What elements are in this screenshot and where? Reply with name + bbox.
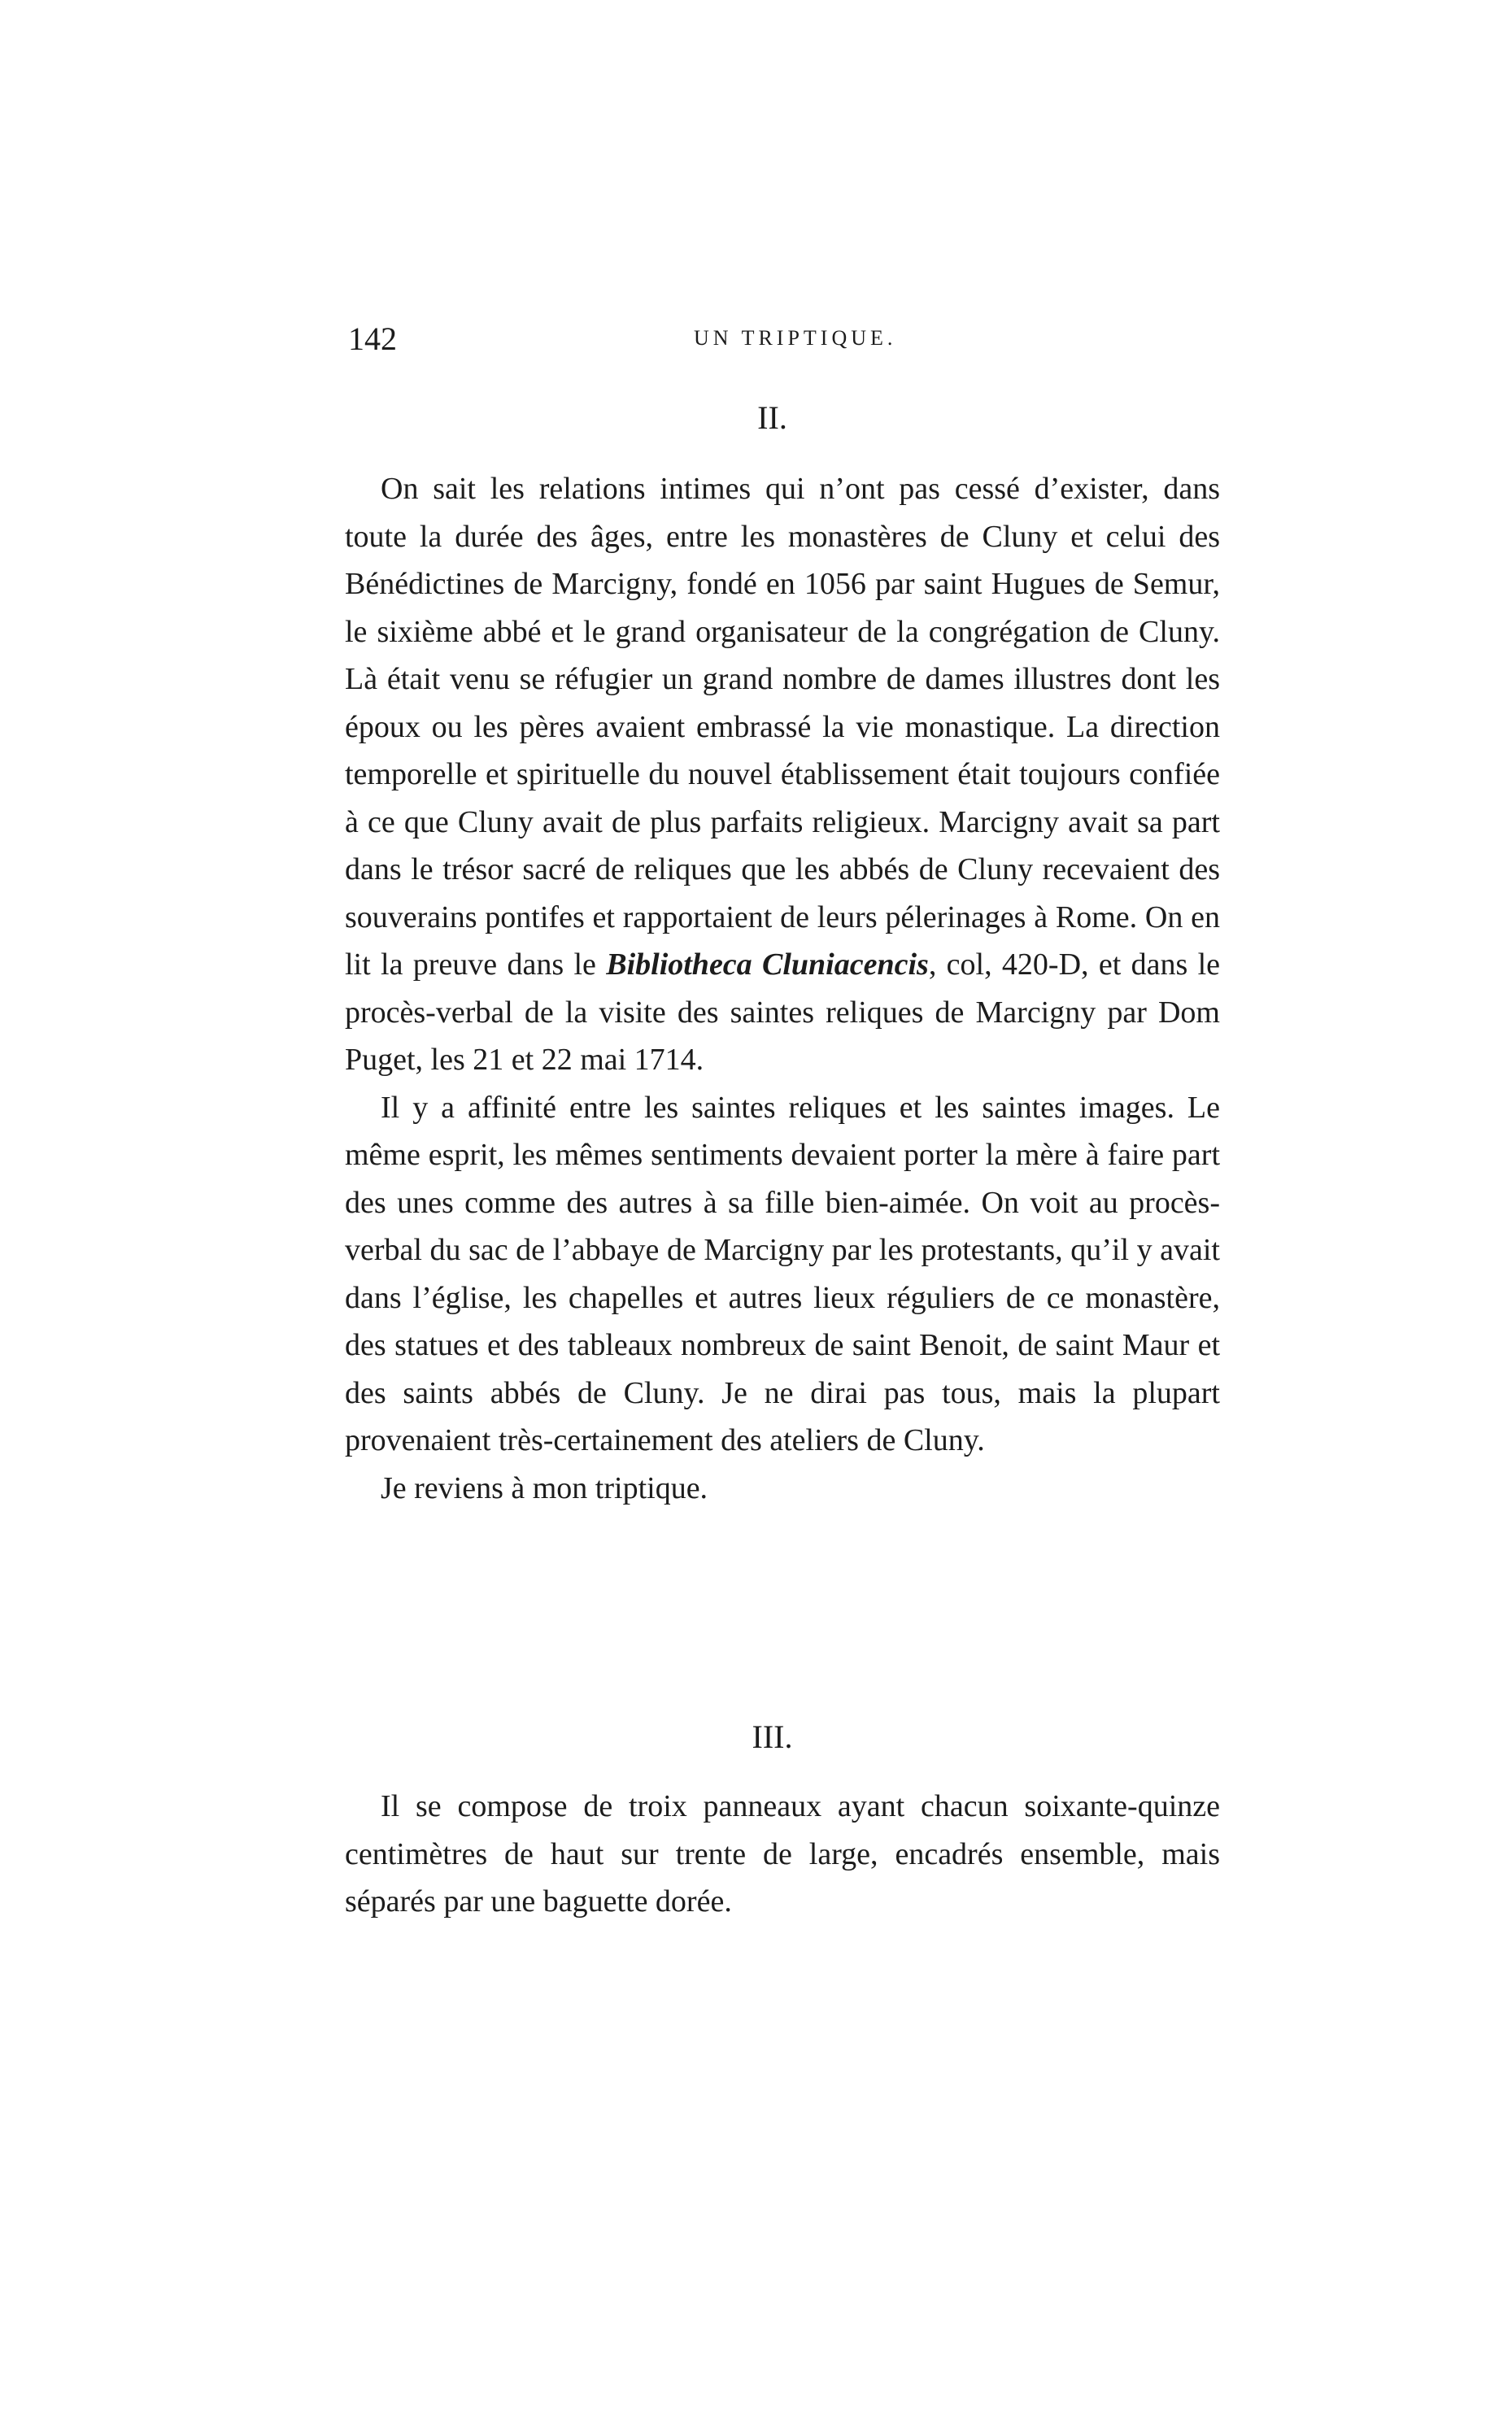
- paragraph-relations: [345, 465, 1220, 1084]
- page-number: 142: [348, 320, 397, 357]
- paragraph-relations-text-a: On sait les relations intimes qui n’ont pas cessé d’exister, dans toute la durée des âges, entre les monastères de Cluny et celui des Bénédictines de Marcigny, fondé en 1056 par saint Hugues de Semur, le sixième abbé et le grand organisateur de la congrégation de Cluny. Là était venu se réfugier un grand nombre de dames illustres dont les époux ou les pères avaient embrassé la vie monastique. La direction temporelle et spirituelle du nouvel établissement était toujours confiée à ce que Cluny avait de plus parfaits religieux. Marcigny avait sa part dans le trésor sacré de reliques que les abbés de Cluny recevaient des souverains pontifes et rapportaient de leurs pélerinages à Rome. On en lit la preuve dans le: [345, 472, 1220, 982]
- section-heading-iii: III.: [752, 1718, 793, 1755]
- running-head: [348, 320, 1227, 360]
- section-ii-body: [345, 465, 1220, 1512]
- paragraph-relations-text-b: , col, 420-D, et dans le procès-verbal de la visite des saintes reliques de Marcigny par Dom Puget, les 21 et 22 mai 1714.: [345, 947, 1221, 1077]
- paragraph-affinite: Il y a affinité entre les saintes reliques et les saintes images. Le même esprit, les mêmes sentiments devaient porter la mère à faire part des unes comme des autres à sa fille bien-aimée. On voit au procès-verbal du sac de l’abbaye de Marcigny par les protestants, qu’il y avait dans l’église, les chapelles et autres lieux réguliers de ce monastère, des statues et des tableaux nombreux de saint Benoit, de saint Maur et des saints abbés de Cluny. Je ne dirai pas tous, mais la plupart provenaient très-certainement des ateliers de Cluny.: [345, 1090, 1220, 1457]
- running-title: UN TRIPTIQUE.: [694, 326, 897, 350]
- paragraph-compose: Il se compose de troix panneaux ayant chacun soixante-quinze centimètres de haut sur trente de large, encadrés ensemble, mais séparés par une baguette dorée.: [345, 1789, 1220, 1919]
- section-iii-body: [345, 1783, 1220, 1926]
- book-title-bibliotheca: Bibliotheca Cluniacencis: [606, 947, 929, 982]
- section-heading-ii: II.: [757, 399, 787, 436]
- paragraph-reviens: Je reviens à mon triptique.: [381, 1470, 708, 1505]
